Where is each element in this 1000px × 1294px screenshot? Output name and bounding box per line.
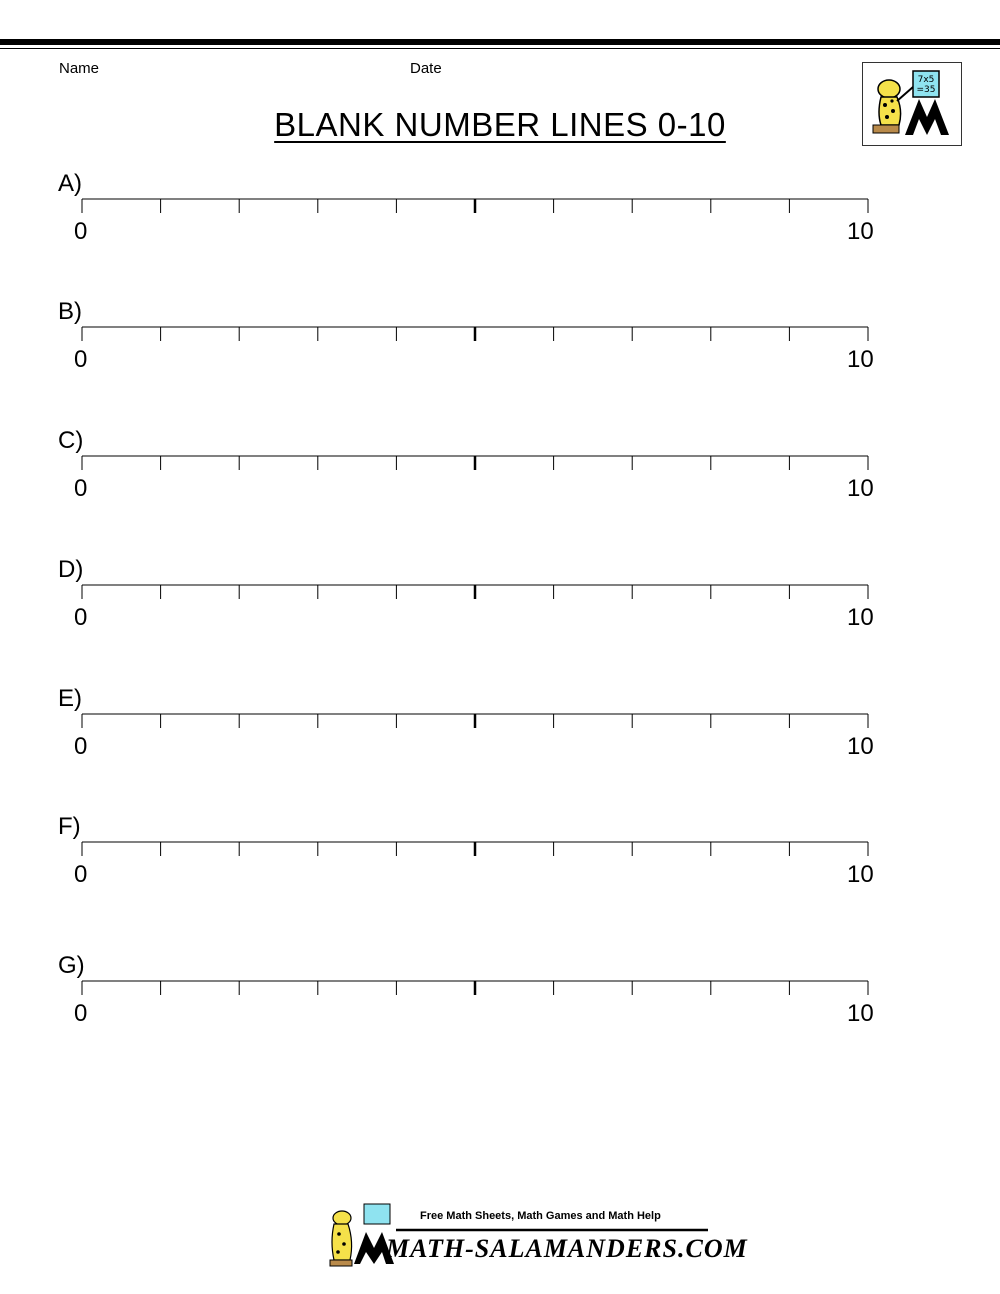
date-label: Date xyxy=(410,60,442,77)
top-rule xyxy=(0,39,1000,45)
number-line-end: 10 xyxy=(847,733,874,760)
number-line-label: D) xyxy=(58,556,84,583)
footer-brand: MATH-SALAMANDERS.COM xyxy=(386,1234,748,1263)
number-line-start: 0 xyxy=(74,346,88,373)
number-line-label: B) xyxy=(58,298,82,325)
number-line-end: 10 xyxy=(847,218,874,245)
number-line-label: E) xyxy=(58,685,82,712)
number-line-start: 0 xyxy=(74,733,88,760)
number-line-label: A) xyxy=(58,170,82,197)
number-line-end: 10 xyxy=(847,1000,874,1027)
number-line-label: F) xyxy=(58,813,81,840)
name-label: Name xyxy=(59,60,100,77)
number-line-label: G) xyxy=(58,952,85,979)
number-line-axis xyxy=(0,455,1000,475)
math-salamanders-logo xyxy=(862,62,962,146)
top-rule-thin xyxy=(0,48,1000,49)
number-line-axis xyxy=(0,841,1000,861)
svg-text:7x5: 7x5 xyxy=(917,75,935,85)
footer-tagline: Free Math Sheets, Math Games and Math Help xyxy=(420,1210,661,1222)
page-title: BLANK NUMBER LINES 0-10 xyxy=(274,106,726,143)
number-line-end: 10 xyxy=(847,604,874,631)
number-line-axis xyxy=(0,713,1000,733)
number-line-start: 0 xyxy=(74,861,88,888)
salamander-icon xyxy=(863,63,961,145)
svg-text:=35: =35 xyxy=(916,85,936,95)
number-line-end: 10 xyxy=(847,346,874,373)
number-line-end: 10 xyxy=(847,861,874,888)
number-line-start: 0 xyxy=(74,475,88,502)
number-line-axis xyxy=(0,326,1000,346)
number-line-axis xyxy=(0,198,1000,218)
number-line-label: C) xyxy=(58,427,84,454)
number-line-start: 0 xyxy=(74,1000,88,1027)
number-line-start: 0 xyxy=(74,604,88,631)
number-line-start: 0 xyxy=(74,218,88,245)
number-line-axis xyxy=(0,980,1000,1000)
number-line-end: 10 xyxy=(847,475,874,502)
number-line-axis xyxy=(0,584,1000,604)
